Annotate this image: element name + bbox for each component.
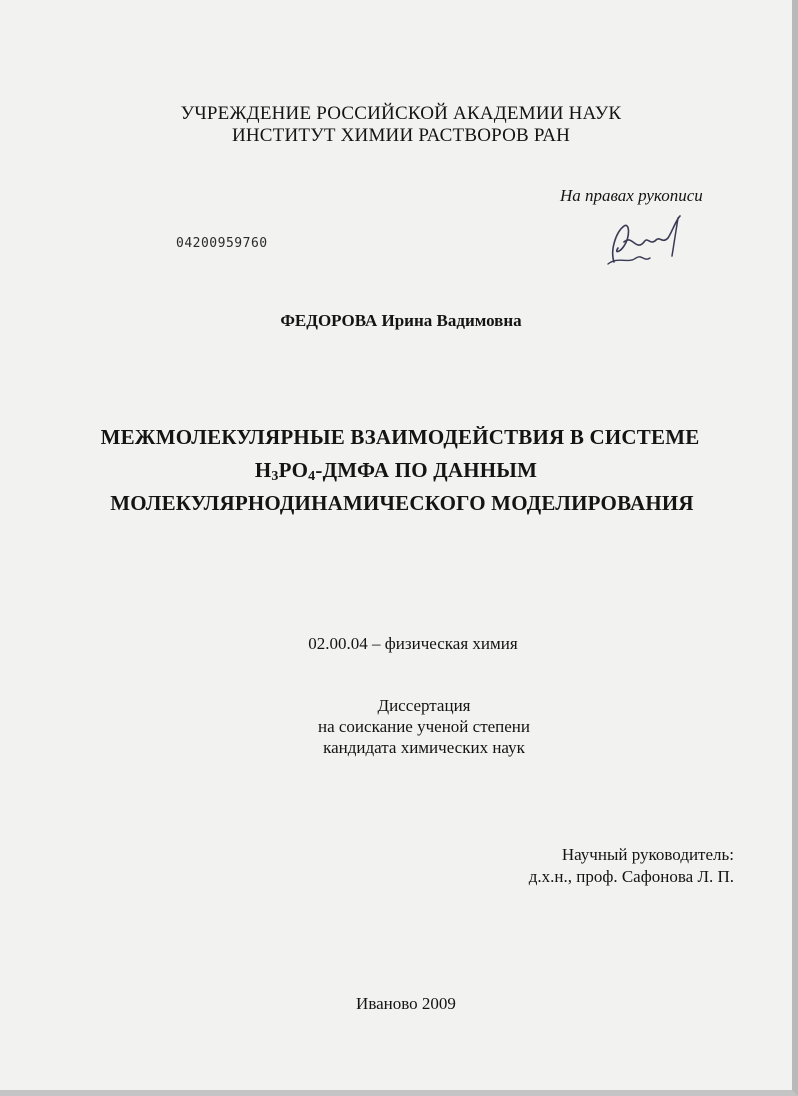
title-sub-3: 3 <box>271 469 279 484</box>
organization-line-1: УЧРЕЖДЕНИЕ РОССИЙСКОЙ АКАДЕМИИ НАУК <box>180 103 622 124</box>
organization-line-2: ИНСТИТУТ ХИМИИ РАСТВОРОВ РАН <box>231 125 571 146</box>
title-line-2-rest: -ДМФА ПО ДАННЫМ <box>315 458 538 482</box>
handwritten-signature <box>600 212 690 272</box>
city-year: Иваново 2009 <box>356 994 456 1013</box>
dissertation-line-2: на соискание ученой степени <box>317 717 531 736</box>
author-name: ФЕДОРОВА Ирина Вадимовна <box>280 311 522 330</box>
title-h: H <box>254 458 272 482</box>
dissertation-line-1: Диссертация <box>377 696 471 715</box>
supervisor-name: д.х.н., проф. Сафонова Л. П. <box>528 867 734 886</box>
title-line-1: МЕЖМОЛЕКУЛЯРНЫЕ ВЗАИМОДЕЙСТВИЯ В СИСТЕМЕ <box>100 425 700 449</box>
supervisor-label: Научный руководитель: <box>561 845 734 864</box>
barcode-number: 04200959760 <box>176 236 268 251</box>
title-po: PO <box>278 458 309 482</box>
title-line-3: МОЛЕКУЛЯРНОДИНАМИЧЕСКОГО МОДЕЛИРОВАНИЯ <box>110 491 694 515</box>
dissertation-line-3: кандидата химических наук <box>323 738 525 757</box>
title-sub-4: 4 <box>308 469 316 484</box>
rights-note: На правах рукописи <box>560 186 703 205</box>
title-line-2 <box>0 458 792 485</box>
specialty: 02.00.04 – физическая химия <box>308 634 518 653</box>
